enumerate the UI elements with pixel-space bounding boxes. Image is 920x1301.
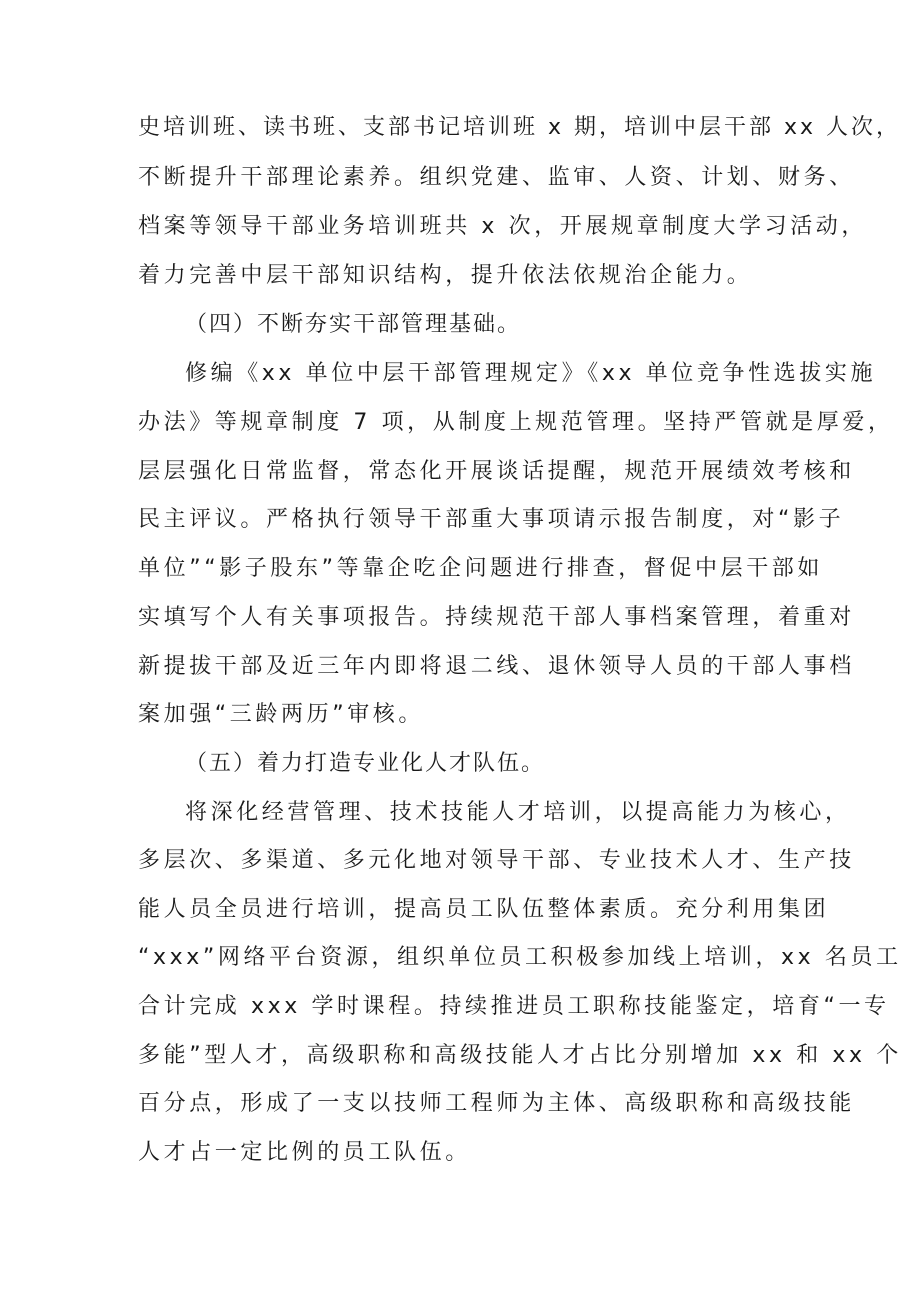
text-line: 实填写个人有关事项报告。持续规范干部人事档案管理，着重对 (138, 605, 855, 630)
text-line: 将深化经营管理、技术技能人才培训，以提高能力为核心， (185, 800, 851, 825)
text-line: 合计完成 xxx 学时课程。持续推进员工职称技能鉴定，培育“一专 (138, 994, 890, 1019)
text-line: 史培训班、读书班、支部书记培训班 x 期，培训中层干部 xx 人次， (138, 115, 902, 140)
text-line: 案加强“三龄两历”审核。 (138, 702, 424, 727)
text-line: 不断提升干部理论素养。组织党建、监审、人资、计划、财务、 (138, 165, 855, 190)
text-line: 档案等领导干部业务培训班共 x 次，开展规章制度大学习活动， (138, 214, 868, 239)
text-line: 层层强化日常监督，常态化开展谈话提醒，规范开展绩效考核和 (138, 459, 855, 484)
text-line: 着力完善中层干部知识结构，提升依法依规治企能力。 (138, 263, 753, 288)
text-line: 修编《xx 单位中层干部管理规定》《xx 单位竞争性选拔实施 (185, 361, 877, 386)
section-heading: （四）不断夯实干部管理基础。 (185, 312, 522, 337)
text-line: 人才占一定比例的员工队伍。 (138, 1140, 471, 1165)
text-line: 能人员全员进行培训，提高员工队伍整体素质。充分利用集团 (138, 897, 830, 922)
text-line: 单位”“影子股东”等靠企吃企问题进行排查，督促中层干部如 (138, 556, 823, 581)
text-line: 多层次、多渠道、多元化地对领导干部、专业技术人才、生产技 (138, 848, 855, 873)
text-line: 百分点，形成了一支以技师工程师为主体、高级职称和高级技能 (138, 1091, 855, 1116)
section-heading: （五）着力打造专业化人才队伍。 (185, 751, 546, 776)
text-line: 民主评议。严格执行领导干部重大事项请示报告制度，对“影子 (138, 507, 845, 532)
text-line: 办法》等规章制度 7 项，从制度上规范管理。坚持严管就是厚爱， (138, 410, 894, 435)
text-line: “xxx”网络平台资源，组织单位员工积极参加线上培训，xx 名员工 (138, 945, 902, 970)
text-line: 多能”型人才，高级职称和高级技能人才占比分别增加 xx 和 xx 个 (138, 1043, 902, 1068)
text-line: 新提拔干部及近三年内即将退二线、退休领导人员的干部人事档 (138, 654, 855, 679)
